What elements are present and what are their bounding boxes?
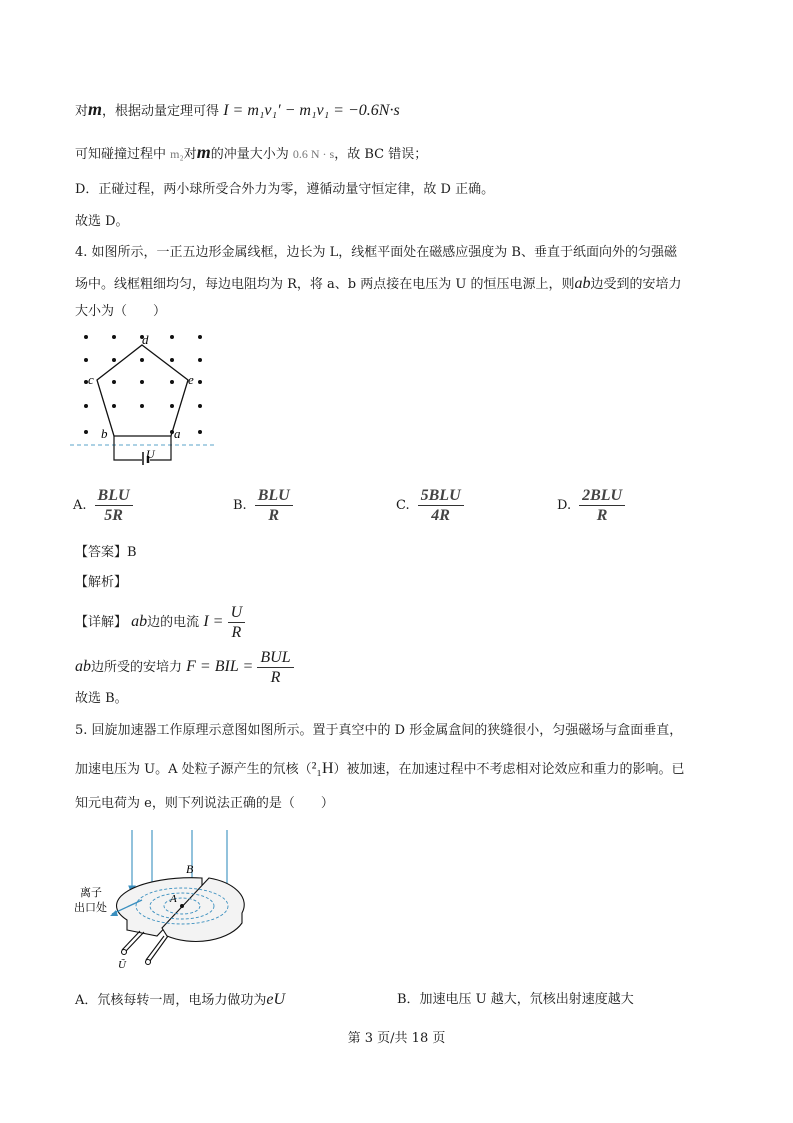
electrode-leads	[122, 931, 169, 965]
q4-stem-line2	[75, 275, 682, 294]
option-fraction	[579, 486, 625, 525]
q5-stem-line1: 5. 回旋加速器工作原理示意图如图所示。置于真空中的 D 形金属盒间的狭缝很小，匀强磁场与盒面垂直，	[75, 723, 683, 738]
q5-option-a[interactable]	[75, 991, 285, 1010]
exit-label-line1: 离子	[80, 887, 102, 899]
fraction-denominator: R	[596, 507, 608, 524]
text-fragment: ，根据动量定理可得	[102, 104, 220, 119]
text-fragment: 加速电压为 U。A 处粒子源产生的氘核（	[75, 762, 312, 777]
option-fraction	[95, 486, 133, 525]
label-u: U	[146, 447, 155, 461]
option-label: D.	[557, 498, 572, 513]
text-fragment: 的冲量大小为	[210, 147, 289, 162]
ab-symbol: ab	[574, 275, 591, 292]
label-d: d	[142, 332, 149, 347]
option-fraction	[255, 486, 293, 525]
impulse-conclusion-line	[75, 143, 427, 164]
mass-symbol: m	[88, 99, 103, 119]
impulse-value: 0.6 N · s	[292, 147, 335, 161]
force-formula: F = BIL =	[186, 658, 254, 675]
q4-option-b[interactable]	[233, 486, 293, 525]
momentum-theorem-line	[75, 100, 400, 121]
circuit-wire	[114, 436, 142, 460]
option-d-explanation: D．正碰过程，两小球所受合外力为零，遵循动量守恒定律，故 D 正确。	[75, 182, 495, 197]
text-fragment: 边受到的安培力	[590, 277, 682, 292]
deuterium-symbol: ²₁H	[311, 760, 334, 777]
fraction-denominator: R	[270, 669, 281, 686]
label-u-tilde: Ũ	[118, 959, 126, 971]
choose-b-line: 故选 B。	[75, 691, 128, 706]
q5-stem-line3: 知元电荷为 e，则下列说法正确的是（ ）	[75, 796, 334, 811]
q5-stem-line2	[75, 760, 685, 779]
fraction-numerator: BUL	[257, 648, 293, 668]
text-fragment: ）被加速，在加速过程中不考虑相对论效应和重力的影响。已	[333, 762, 685, 777]
label-a: A	[170, 893, 177, 905]
ab-symbol: ab	[131, 613, 148, 630]
fraction-numerator: BLU	[255, 486, 293, 506]
text-fragment: 场中。线框粗细均匀，每边电阻均为 R，将 a、b 两点接在电压为 U 的恒压电源上，则	[75, 277, 575, 292]
label-c: c	[88, 372, 94, 387]
q5-option-b[interactable]: B．加速电压 U 越大，氘核出射速度越大	[397, 992, 634, 1007]
fraction-denominator: 5R	[104, 507, 123, 524]
q4-option-a[interactable]	[73, 486, 133, 525]
text-fragment: A．氘核每转一周，电场力做功为	[75, 993, 267, 1008]
mass2-symbol: m₂	[170, 147, 184, 161]
fraction-denominator: 4R	[431, 507, 450, 524]
option-label: A.	[73, 498, 87, 513]
q4-option-d[interactable]	[557, 486, 625, 525]
text-fragment: 对	[75, 104, 89, 119]
magnetic-field-dots	[84, 335, 202, 434]
fraction-numerator: U	[228, 603, 246, 623]
impulse-formula: I = m₁v₁′ − m₁v₁ = −0.6N·s	[223, 102, 400, 119]
option-label: B.	[233, 498, 247, 513]
fraction-denominator: R	[268, 507, 280, 524]
fraction-denominator: R	[231, 624, 242, 641]
text-fragment: 可知碰撞过程中	[75, 147, 167, 162]
work-expression: eU	[266, 991, 286, 1008]
exit-label-line2: 出口处	[74, 902, 107, 914]
label-e: e	[188, 372, 194, 387]
text-fragment: ，故 BC 错误；	[334, 147, 428, 162]
mass-symbol: m	[196, 142, 211, 162]
pentagon-coil-figure	[70, 330, 220, 465]
source-point-a	[180, 904, 184, 908]
exit-arrowhead	[110, 910, 118, 916]
text-fragment: 【详解】	[75, 615, 128, 630]
current-fraction	[228, 603, 246, 642]
current-formula: I =	[203, 613, 224, 630]
force-fraction	[257, 648, 293, 687]
q4-option-c[interactable]	[396, 486, 464, 525]
text-fragment: 边所受的安培力	[91, 660, 183, 675]
label-b: B	[186, 862, 194, 876]
cyclotron-figure	[72, 828, 262, 973]
q4-stem-line3: 大小为（ ）	[75, 304, 167, 319]
analysis-heading: 【解析】	[75, 575, 128, 590]
force-line	[75, 648, 294, 687]
current-line	[75, 603, 245, 642]
option-label: C.	[396, 498, 410, 513]
page-footer: 第 3 页/共 18 页	[347, 1031, 446, 1046]
answer-line: 【答案】B	[75, 545, 137, 560]
ab-symbol: ab	[75, 658, 91, 675]
fraction-numerator: BLU	[95, 486, 133, 506]
q4-stem-line1: 4. 如图所示，一正五边形金属线框，边长为 L，线框平面处在磁感应强度为 B、垂直于纸面向外的匀强磁	[75, 245, 677, 260]
option-fraction	[418, 486, 464, 525]
fraction-numerator: 5BLU	[418, 486, 464, 506]
fraction-numerator: 2BLU	[579, 486, 625, 506]
label-b: b	[101, 426, 108, 441]
text-fragment: 对	[183, 147, 197, 162]
text-fragment: 边的电流	[147, 615, 200, 630]
choose-d-line: 故选 D。	[75, 214, 129, 229]
label-a: a	[174, 426, 181, 441]
